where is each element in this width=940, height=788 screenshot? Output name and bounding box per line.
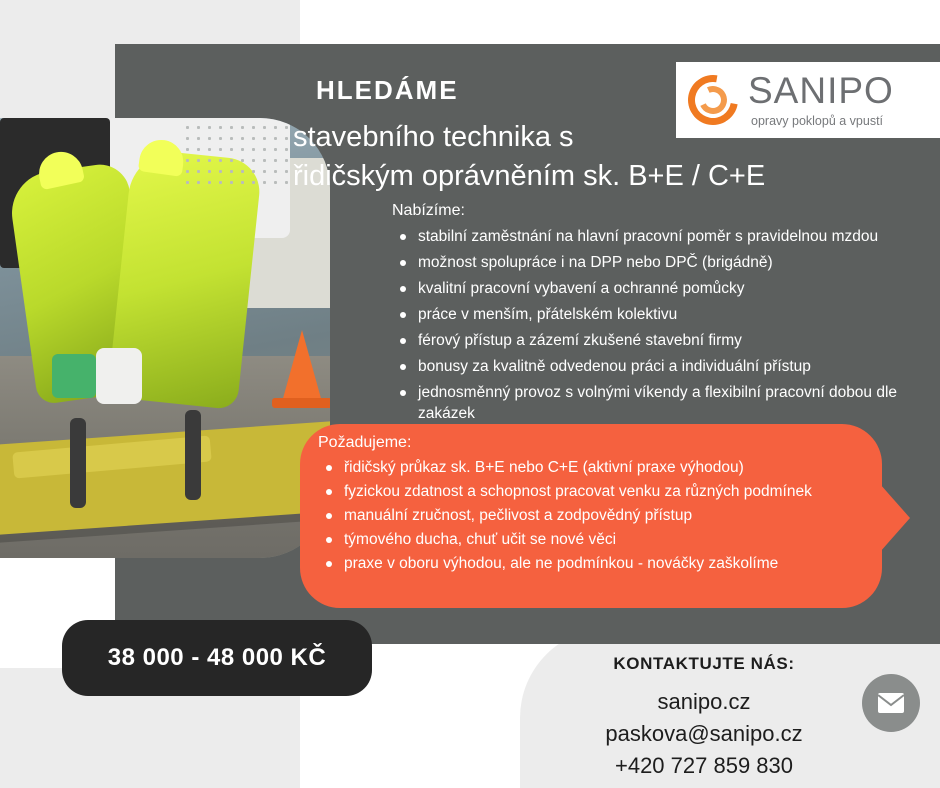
list-item: bonusy za kvalitně odvedenou práci a individuální přístup <box>392 356 922 377</box>
requirements-list <box>318 457 868 574</box>
sanipo-swirl-icon <box>686 73 740 127</box>
list-item: férový přístup a zázemí zkušené stavební firmy <box>392 330 922 351</box>
list-item: práce v menším, přátelském kolektivu <box>392 304 922 325</box>
headline-line-2: řidičským oprávněním sk. B+E / C+E <box>293 160 766 192</box>
salary-label: 38 000 - 48 000 KČ <box>107 644 327 671</box>
photo-traffic-cone <box>282 330 322 402</box>
list-item: stabilní zaměstnání na hlavní pracovní poměr s pravidelnou mzdou <box>392 226 922 247</box>
requirements-heading: Požadujeme: <box>318 434 412 451</box>
list-item: týmového ducha, chuť učit se nové věci <box>318 529 868 550</box>
logo-wordmark: SANIPO <box>748 70 894 111</box>
contact-title: KONTAKTUJTE NÁS: <box>613 654 795 673</box>
list-item: praxe v oboru výhodou, ale ne podmínkou - nováčky zaškolíme <box>318 553 868 574</box>
photo-post-right <box>185 410 201 500</box>
list-item: jednosměnný provoz s volnými víkendy a flexibilní pracovní dobou dle zakázek <box>392 382 922 424</box>
logo-tagline: opravy poklopů a vpustí <box>751 114 884 128</box>
headline-kicker: HLEDÁME <box>316 75 459 105</box>
company-logo <box>676 62 940 138</box>
contact-phone[interactable]: +420 727 859 830 <box>614 753 793 778</box>
offer-section <box>392 202 922 429</box>
contact-section <box>494 654 914 782</box>
photo-traffic-cone-base <box>272 398 330 408</box>
envelope-icon <box>862 674 920 732</box>
list-item: manuální zručnost, pečlivost a zodpovědný přístup <box>318 505 868 526</box>
photo-bag <box>96 348 142 404</box>
list-item: možnost spolupráce i na DPP nebo DPČ (brigádně) <box>392 252 922 273</box>
contact-website[interactable]: sanipo.cz <box>657 689 751 714</box>
offer-list <box>392 226 922 424</box>
photo-post-left <box>70 418 86 508</box>
requirements-panel <box>300 424 882 608</box>
headline-line-1: stavebního technika s <box>293 121 574 153</box>
decor-dot-grid <box>182 122 292 192</box>
salary-badge <box>62 620 372 696</box>
list-item: kvalitní pracovní vybavení a ochranné pomůcky <box>392 278 922 299</box>
offer-heading: Nabízíme: <box>392 202 465 219</box>
photo-bucket <box>52 354 96 398</box>
contact-email[interactable]: paskova@sanipo.cz <box>605 721 803 746</box>
list-item: řidičský průkaz sk. B+E nebo C+E (aktivní praxe výhodou) <box>318 457 868 478</box>
list-item: fyzickou zdatnost a schopnost pracovat venku za různých podmínek <box>318 481 868 502</box>
